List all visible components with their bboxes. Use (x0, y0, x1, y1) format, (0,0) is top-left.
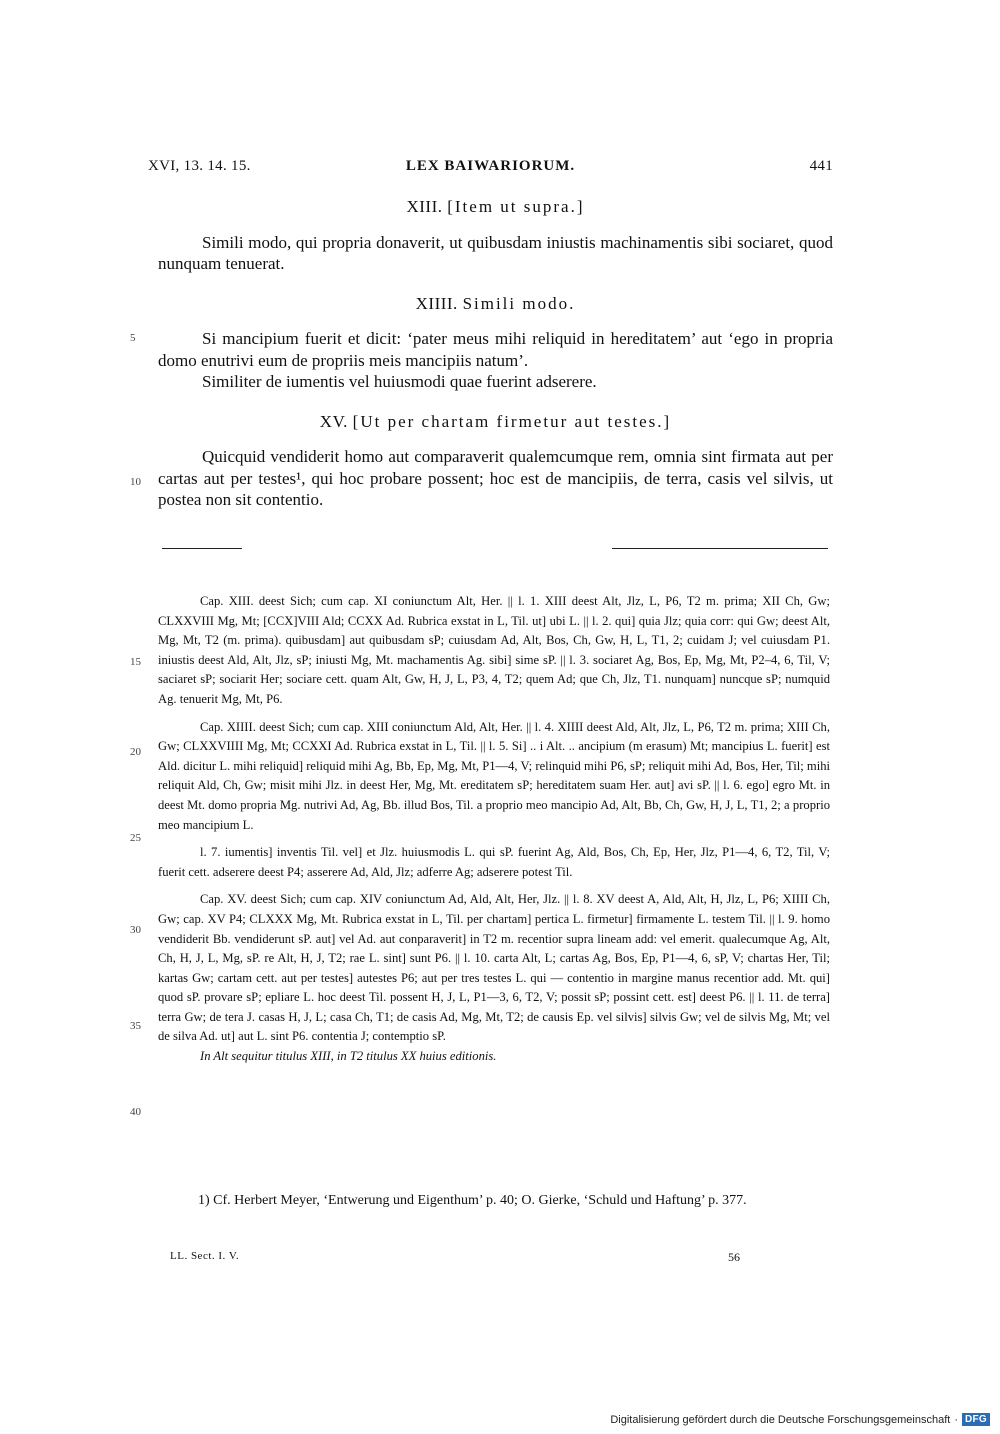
line-number: 5 (130, 332, 136, 344)
page-number: 441 (809, 158, 833, 174)
footnote-text: 1) Cf. Herbert Meyer, ‘Entwerung und Eigenthum’ p. 40; O. Gierke, ‘Schuld und Haftung’ p. 377. (198, 1193, 747, 1208)
chapter-title: [Item ut supra.] (447, 197, 585, 216)
chapter-heading-xiiii (158, 293, 833, 315)
line-number: 10 (130, 476, 141, 488)
sheet-signature: LL. Sect. I. V. (170, 1250, 240, 1262)
chapter-title: Simili modo. (462, 293, 576, 313)
line-number: 40 (130, 1106, 141, 1118)
apparatus-note: l. 7. iumentis] inventis Til. vel] et Jlz. huiusmodis L. qui sP. fuerint Ag, Ald, Bos, Ch, Ep, Her, Jlz, P1—4, 6, T2, Til, V; fuerit cett. adserere deest P4; asserere Ad, Ald, Jlz; adferre Ag; adserere potest Til. (158, 845, 830, 879)
dfg-logo: DFG (962, 1413, 990, 1426)
line-number: 15 (130, 656, 141, 668)
chapter-number: XIII. (406, 197, 443, 216)
footnote (158, 1190, 830, 1212)
digitization-note: Digitalisierung gefördert durch die Deutsche Forschungsgemeinschaft (610, 1413, 951, 1426)
line-number: 25 (130, 832, 141, 844)
section-reference: XVI, 13. 14. 15. (148, 158, 251, 174)
sheet-number: 56 (728, 1250, 740, 1264)
book-title: LEX BAIWARIORUM. (405, 158, 576, 174)
apparatus-note: Cap. XIIII. deest Sich; cum cap. XIII coniunctum Ald, Alt, Her. || l. 4. XIIII deest Ald, Alt, Jlz, L, P6, T2 m. prima; XIII Ch, Gw; CLXXVIIII Mg, Mt; CCXXI Ad. Rubrica exstat in L, Til. || l. 5. Si] .. i Alt. .. ancipium (m erasum) Mt; mancipius L. fuerit] est Ald. dicitur L. mihi reliquid] reliquid mihi Ag, Bb, Ep, Mg, Mt, P1—4, V; relinquid mihi P6, sP; reliquit mihi Ad, Bos, Her, Til; mihi reliquit Ald, Ch, Gw; misit mihi Jlz. in deest Her, Mg, Mt. ereditatem sP; hereditatem suam Her. aut] avi sP. || l. 6. ego] egro Mt. in deest Mt. domo propria Mg. nutrivi Ad, Ag, Bb. illud Bos, Til. a proprio meo mancipio Ad, Alt, Bb, Ch, Gw, H, J, L, T1, 2; a proprio meo mancipium L. (158, 719, 830, 832)
line-number: 30 (130, 924, 141, 936)
chapter-heading-xv (158, 411, 833, 433)
apparatus-note: Cap. XIII. deest Sich; cum cap. XI coniunctum Alt, Her. || l. 1. XIII deest Alt, Jlz, L, P6, T2 m. prima; XII Ch, Gw; CLXXVIII Mg, Mt; [CCX]VIII Ald; CCXX Ad. Rubrica exstat in L, Til. ut] ubi L. || l. 2. qui] quia Jlz; quia corr: qui Gw; deest Alt, Mg, Mt, T2 (m. prima). quibusdam] aut quibusdam sP; cuiusdam Ad, Alt, Bos, Ch, Gw, H, L, T1, 2; cuidam J; vel cuiusdam P1. iniustis deest Ald, Alt, Jlz, sP; iniusti Mg, Mt. machamentis Ag. sibi] sime sP. || l. 3. sociaret Ag, Bos, Ep, Mg, Mt, P2–4, 6, Til, V; saciaret sP; sociarit Her; sociare cett. quam Alt, Gw, H, J, L, P3, 4, T2; quem Ad; que Ch, Jlz, T1. nunquam] nuncque sP; numquid Ag. tenuerit Mg, Mt, P6. (158, 594, 830, 706)
footnote-separator (162, 548, 242, 549)
chapter-paragraph: Similiter de iumentis vel huiusmodi quae fuerint adserere. (202, 372, 597, 391)
chapter-number: XIIII. (415, 293, 458, 313)
apparatus-note: In Alt sequitur titulus XIII, in T2 titulus XX huius editionis. (200, 1049, 497, 1064)
digitization-credit: Digitalisierung gefördert durch die Deutsche Forschungsgemeinschaft · DFG (610, 1413, 990, 1426)
chapter-heading-xiii (158, 196, 833, 218)
chapter-number: XV. (319, 411, 348, 431)
apparatus-separator (612, 548, 828, 549)
chapter-paragraph: Quicquid vendiderit homo aut comparaverit qualemcumque rem, omnia sint firmata aut per cartas aut per testes¹, qui hoc probare possent; hoc est de mancipiis, de terra, casis vel silvis, ut postea non sit contentio. (158, 447, 833, 509)
chapter-paragraph: Simili modo, qui propria donaverit, ut quibusdam iniustis machinamentis sibi sociaret, quod nunquam tenuerat. (158, 232, 833, 273)
line-number: 20 (130, 746, 141, 758)
apparatus-note: Cap. XV. deest Sich; cum cap. XIV coniunctum Ad, Ald, Alt, Her, Jlz. || l. 8. XV deest A, Ald, Alt, H, Jlz, L, P6; XIIII Ch, Gw; cap. XV P4; CLXXX Mg, Mt. Rubrica exstat in L, Til. per chartam] pertica L. firmetur] firmamente L. testem Til. || l. 9. homo vendiderit Bb. vendiderunt sP. aut] vel Ad. aut conparaverit] in T2 m. recentior supra lineam add: vel emerit. qualecumque Ag, Alt, Ch, H, J, L, Mg, sP. re Alt, H, J, T2; rae L. sint] sunt P6. || l. 10. carta Alt, L; cartas Ag, Bos, Ep, P1—4, 6, sP, V; chartas Her, Til; kartas Gw; cartam cett. aut per testes] autestes P6; aut per tres testes L. qui — contentio in margine manus recentior add. Mt. qui] quod sP. provare sP; epliare L. hoc deest Til. possent H, J, L, P1—3, 6, T2, V; possit sP; possint cett. est] deest P6. || l. 11. de terra] terra Gw; de tera J. casas H, J, L; casa Ch, T1; de casis Ad, Mg, Mt, T2; de causis Ep. vel silvis] silvis Gw; vel de silvis Mg, Mt; vel de silva Ad. ut] aut L. sint P6. contentia J; contemptio sP. (158, 892, 830, 1044)
critical-apparatus (158, 592, 830, 1067)
chapter-title: [Ut per chartam firmetur aut testes.] (352, 411, 672, 431)
line-number: 35 (130, 1020, 141, 1032)
main-text (158, 196, 833, 511)
chapter-paragraph: Si mancipium fuerit et dicit: ‘pater meus mihi reliquid in hereditatem’ aut ‘ego in propria domo enutrivi eum de propriis meis mancipiis natum’. (158, 329, 833, 370)
